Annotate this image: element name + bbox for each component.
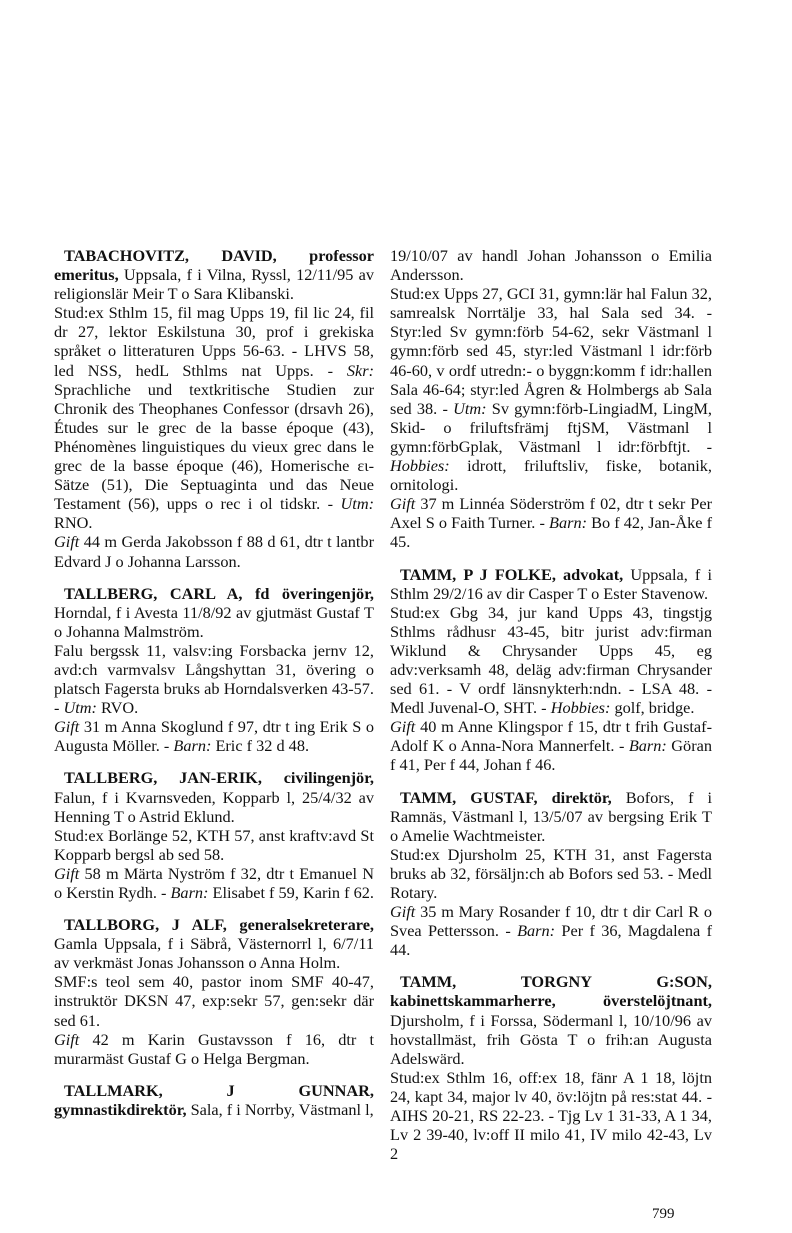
biography-entry: [54, 768, 374, 902]
entry-heading-paragraph: [390, 565, 712, 603]
entry-text: Stud:ex Borlänge 52, KTH 57, anst kraftv:avd St Kopparb bergsl ab sed 58.: [54, 825, 374, 864]
entry-paragraph: [390, 902, 712, 959]
entry-text: Per f 36, Magdalena f 44.: [390, 921, 713, 960]
entry-continuation: [390, 246, 712, 552]
entry-paragraph: [390, 246, 712, 284]
entry-text: Stud:ex Sthlm 15, fil mag Upps 19, fil lic 24, fil dr 27, lektor Eskilstuna 30, prof i grekiska språket o litteraturen Upps 56-63. - LHVS 58, led NSS, hedL Sthlms nat Upps. -: [54, 303, 374, 380]
section-label: Barn:: [549, 513, 587, 533]
entry-name: TALLBERG, CARL A, fd överingenjör,: [64, 583, 374, 603]
entry-paragraph: [390, 603, 712, 718]
entry-text: 44 m Gerda Jakobsson f 88 d 61, dtr t lantbr Edvard J o Johanna Larsson.: [54, 532, 374, 571]
entry-text: Stud:ex Upps 27, GCI 31, gymn:lär hal Falun 32, samrealsk Norrtälje 33, hal Sala sed 34. - Styr:led Sv gymn:förb 54-62, sekr Västmanl l gymn:förb sed 45, styr:led Västmanl l idr:förb 46-60, v ordf utredn:- o byggn:komm f idr:hallen Sala 46-64; styr:led Ågren & Holmbergs ab Sala sed 38. -: [390, 284, 712, 418]
biography-entry: [54, 1081, 374, 1119]
biography-entry: [54, 246, 374, 571]
entry-text: Stud:ex Sthlm 16, off:ex 18, fänr A 1 18, löjtn 24, kapt 34, major lv 40, öv:löjtn på res:stat 44. - AIHS 20-21, RS 22-23. - Tjg Lv 1 31-33, A 1 34, Lv 2 39-40, lv:off II milo 41, IV milo 42-43, Lv 2: [390, 1067, 712, 1164]
section-label: Utm:: [63, 698, 97, 718]
page-number: 799: [652, 1206, 675, 1222]
entry-text: Djursholm, f i Forssa, Södermanl l, 10/10/96 av hovstallmäst, frih Gösta T o frih:an Augusta Adelswärd.: [390, 1010, 712, 1068]
entry-name: TALLBERG, JAN-ERIK, civilingenjör,: [64, 768, 374, 788]
section-label: Utm:: [453, 398, 487, 418]
entry-text: Uppsala, f i Vilna, Ryssl, 12/11/95 av religionslär Meir T o Sara Klibanski.: [54, 265, 374, 304]
entry-text: 19/10/07 av handl Johan Johansson o Emilia Andersson.: [390, 246, 712, 285]
entry-heading-paragraph: [390, 972, 712, 1067]
entry-text: Uppsala, f i Sthlm 29/2/16 av dir Casper T o Ester Stavenow.: [390, 564, 712, 603]
entry-text: Göran f 41, Per f 44, Johan f 46.: [390, 736, 712, 775]
entry-text: 58 m Märta Nyström f 32, dtr t Emanuel N o Kerstin Rydh. -: [54, 863, 374, 902]
section-label: Barn:: [170, 883, 209, 902]
section-label: Gift: [390, 494, 416, 514]
section-label: Barn:: [173, 736, 212, 756]
entry-paragraph: [390, 845, 712, 902]
entry-text: Horndal, f i Avesta 11/8/92 av gjutmäst Gustaf T o Johanna Malmström.: [54, 602, 374, 641]
entry-text: Falun, f i Kvarnsveden, Kopparb l, 25/4/32 av Henning T o Astrid Eklund.: [54, 787, 374, 826]
entry-text: Bo f 42, Jan-Åke f 45.: [390, 513, 713, 552]
entry-paragraph: [54, 641, 374, 717]
section-label: Skr:: [346, 360, 374, 380]
entry-name: TABACHOVITZ, DAVID, professor emeritus,: [54, 246, 374, 285]
entry-text: 35 m Mary Rosander f 10, dtr t dir Carl R o Svea Pettersson. -: [390, 902, 712, 941]
entry-text: 42 m Karin Gustavsson f 16, dtr t murarmäst Gustaf G o Helga Bergman.: [54, 1029, 374, 1068]
entry-text: Bofors, f i Ramnäs, Västmanl l, 13/5/07 av bergsing Erik T o Amelie Wachtmeister.: [390, 787, 712, 845]
entry-text: Sv gymn:förb-LingiadM, LingM, Skid- o friluftsfrämj ftjSM, Västmanl l gymn:förbGplak, Västmanl l idr:förbftjt. -: [390, 398, 713, 456]
section-label: Utm:: [340, 494, 374, 514]
entry-text: Gamla Uppsala, f i Säbrå, Västernorrl l, 6/7/11 av verkmäst Jonas Johansson o Anna Holm.: [54, 934, 374, 973]
right-column: [390, 246, 712, 1176]
entry-text: Stud:ex Djursholm 25, KTH 31, anst Fagersta bruks ab 32, försäljn:ch ab Bofors sed 53. - Medl Rotary.: [390, 844, 712, 902]
entry-text: Falu bergssk 11, valsv:ing Forsbacka jernv 12, avd:ch varmvalsv Långshyttan 31, övering o platsch Fagersta bruks ab Horndalsverken 43-57. -: [54, 640, 374, 718]
entry-text: RVO.: [96, 698, 139, 718]
entry-paragraph: [54, 826, 374, 864]
section-label: Gift: [54, 717, 80, 737]
biography-entry: [54, 915, 374, 1068]
entry-heading-paragraph: [54, 246, 374, 303]
section-label: Gift: [390, 717, 416, 737]
entry-paragraph: [390, 284, 712, 494]
left-column: [54, 246, 374, 1132]
section-label: Gift: [54, 1029, 80, 1049]
biography-entry: [390, 972, 712, 1163]
entry-text: Elisabet f 59, Karin f 62.: [208, 883, 374, 902]
entry-text: Eric f 32 d 48.: [211, 736, 310, 756]
entry-paragraph: [54, 1030, 374, 1068]
entry-paragraph: [390, 717, 712, 774]
entry-heading-paragraph: [54, 768, 374, 825]
entry-paragraph: [390, 1068, 712, 1163]
entry-name: TAMM, P J FOLKE, advokat,: [400, 564, 624, 584]
entry-text: 31 m Anna Skoglund f 97, dtr t ing Erik S o Augusta Möller. -: [54, 717, 374, 756]
entry-text: SMF:s teol sem 40, pastor inom SMF 40-47, instruktör DKSN 47, exp:sekr 57, gen:sekr där sed 61.: [54, 972, 374, 1030]
entry-heading-paragraph: [54, 915, 374, 972]
entry-name: TALLBORG, J ALF, generalsekreterare,: [64, 915, 374, 935]
entry-heading-paragraph: [54, 1081, 374, 1119]
entry-text: golf, bridge.: [610, 698, 695, 718]
section-label: Hobbies:: [550, 698, 611, 718]
biography-entry: [390, 788, 712, 960]
entry-paragraph: [54, 717, 374, 755]
entry-text: 37 m Linnéa Söderström f 02, dtr t sekr Per Axel S o Faith Turner. -: [390, 494, 712, 533]
biography-entry: [390, 565, 712, 775]
section-label: Gift: [54, 532, 80, 552]
entry-text: 40 m Anne Klingspor f 15, dtr t frih Gustaf-Adolf K o Anna-Nora Mannerfelt. -: [390, 717, 712, 756]
biography-entry: [54, 584, 374, 756]
entry-paragraph: [54, 864, 374, 902]
entry-text: Sala, f i Norrby, Västmanl l,: [186, 1099, 374, 1119]
section-label: Barn:: [517, 921, 556, 941]
entry-heading-paragraph: [54, 584, 374, 641]
entry-paragraph: [54, 972, 374, 1029]
entry-text: Stud:ex Gbg 34, jur kand Upps 43, tingstjg Sthlms rådhusr 43-45, bitr jurist adv:firman Wiklund & Chrysander Upps 45, eg adv:verksamh 48, deläg adv:firman Chrysander sed 61. - V ordf länsnykterh:ndn. - LSA 48. - Medl Juvenal-O, SHT. -: [390, 602, 712, 718]
section-label: Barn:: [628, 736, 667, 756]
entry-heading-paragraph: [390, 788, 712, 845]
entry-name: TAMM, GUSTAF, direktör,: [400, 787, 612, 807]
section-label: Gift: [390, 902, 416, 922]
entry-paragraph: [390, 494, 712, 551]
entry-name: TALLMARK, J GUNNAR, gymnastikdirektör,: [54, 1080, 374, 1119]
entry-paragraph: [54, 532, 374, 570]
entry-text: idrott, friluftsliv, fiske, botanik, ornitologi.: [390, 456, 712, 495]
entry-name: TAMM, TORGNY G:SON, kabinettskammarherre, överstelöjtnant,: [390, 972, 712, 1011]
section-label: Gift: [54, 863, 80, 883]
entry-paragraph: [54, 303, 374, 532]
entry-text: RNO.: [54, 513, 93, 533]
entry-text: Sprachliche und textkritische Studien zur Chronik des Theophanes Confessor (drsavh 26), Études sur le grec de la basse époque (43), Phénomènes linguistiques du vieux grec dans le grec de la basse époque (46), Homerische ει-Sätze (51), Die Septuaginta und das Neue Testament (56), upps o rec i ol tidskr. -: [54, 379, 374, 514]
section-label: Hobbies:: [390, 456, 450, 476]
